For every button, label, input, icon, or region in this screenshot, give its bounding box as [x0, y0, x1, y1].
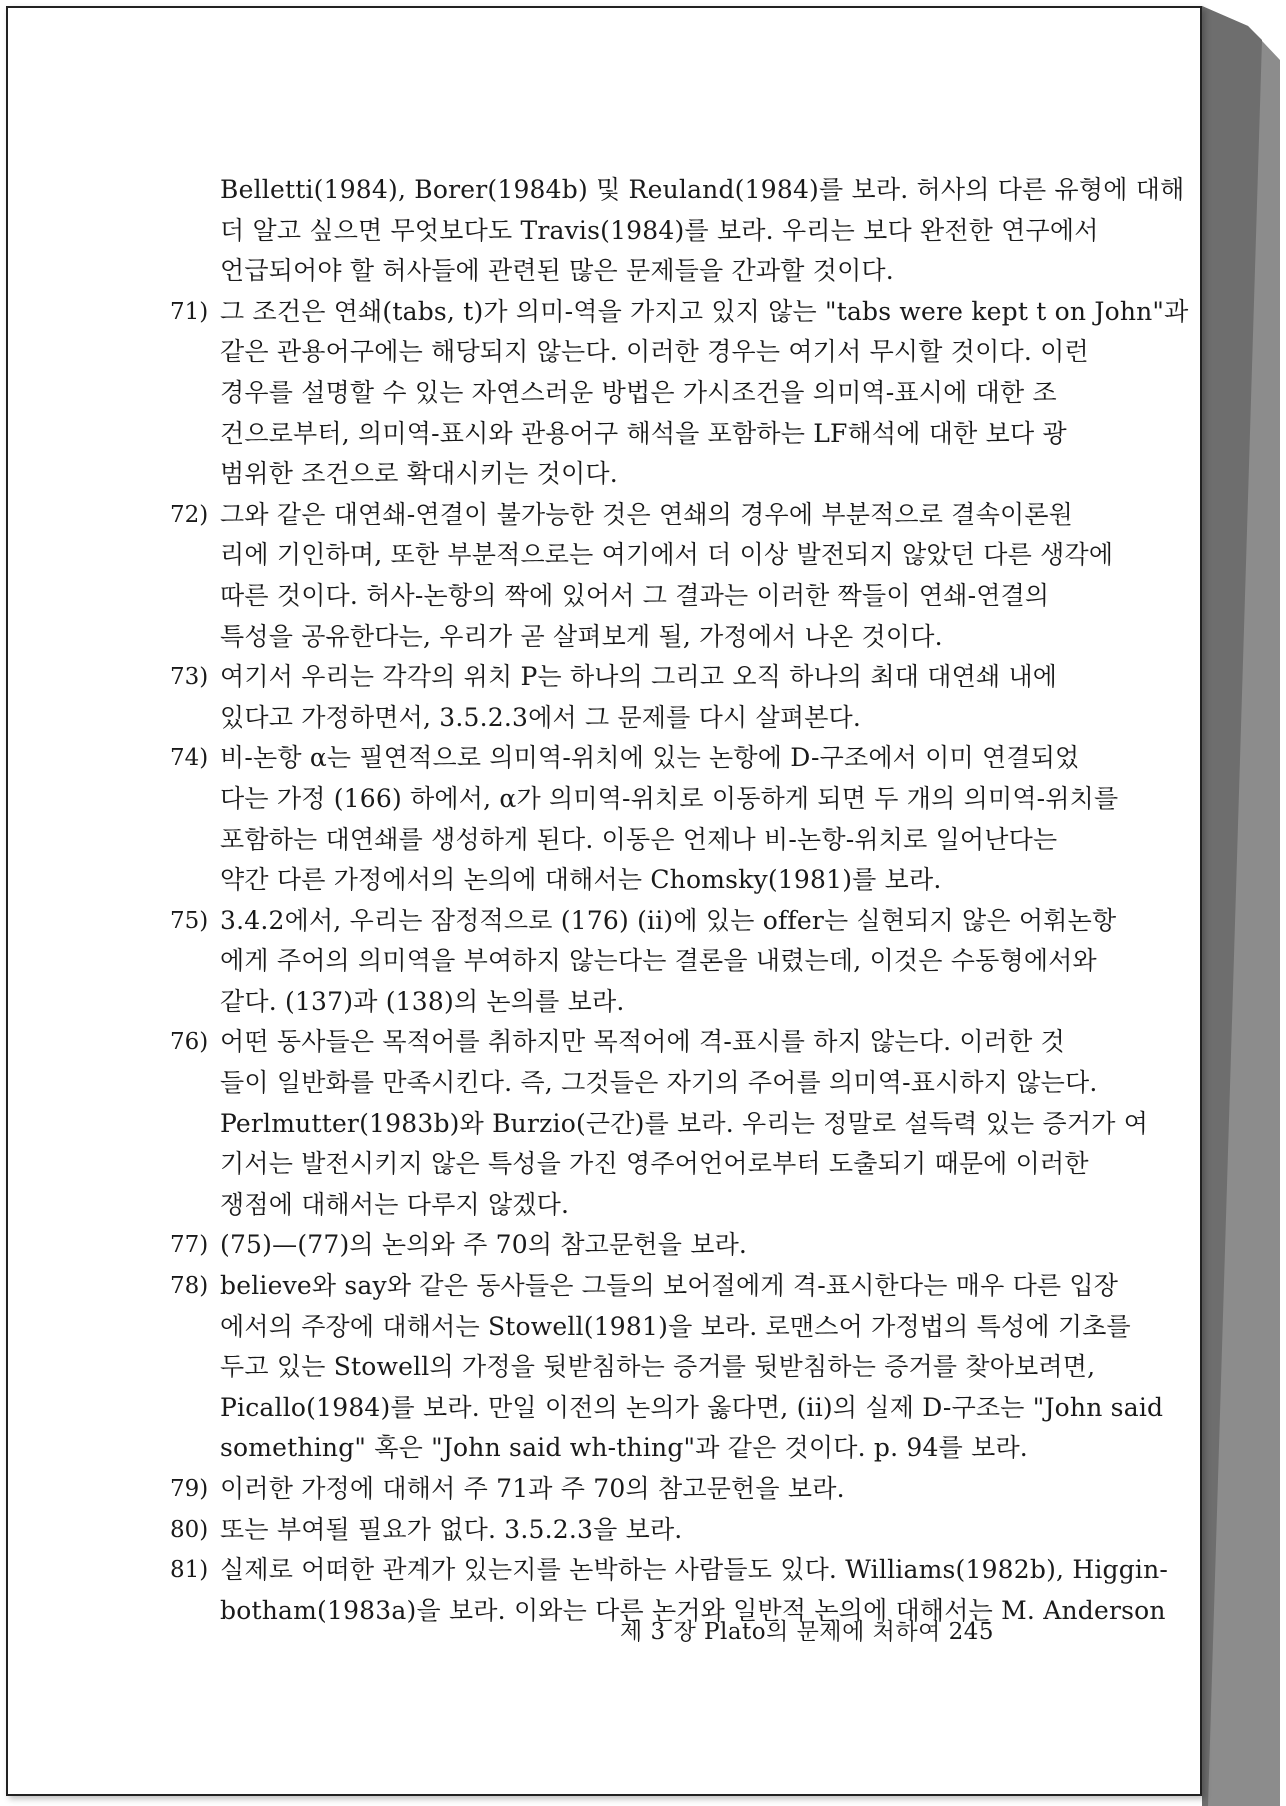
footnote-line: Picallo(1984)를 보라. 만일 이전의 논의가 옳다면, (ii)의 실제 D-구조는 "John said [220, 1392, 1164, 1422]
footnote-line: 실제로 어떠한 관계가 있는지를 논박하는 사람들도 있다. Williams(1982b), Higgin- [220, 1555, 1169, 1585]
continuation-line: Belletti(1984), Borer(1984b) 및 Reuland(1984)를 보라. 허사의 다른 유형에 대해 [220, 175, 1185, 204]
footnote-line: believe와 say와 같은 동사들은 그들의 보어절에게 격-표시한다는 매우 다른 입장 [220, 1271, 1119, 1301]
footnote-line: 그와 같은 대연쇄-연결이 불가능한 것은 연쇄의 경우에 부분적으로 결속이론원 [220, 499, 1074, 529]
footnote-line: 3.4.2에서, 우리는 잠정적으로 (176) (ii)에 있는 offer는 실현되지 않은 어휘논항 [220, 905, 1117, 935]
continuation-line: 더 알고 싶으면 무엇보다도 Travis(1984)를 보라. 우리는 보다 완전한 연구에서 [220, 215, 1099, 245]
footnote-line: 리에 기인하며, 또한 부분적으로는 여기에서 더 이상 발전되지 않았던 다른 생각에 [220, 540, 1114, 570]
footnote-line: 비-논항 α는 필연적으로 의미역-위치에 있는 논항에 D-구조에서 이미 연결되었 [220, 743, 1080, 773]
footnote [170, 1510, 1025, 1551]
footnote-number: 75) [170, 907, 209, 934]
footnote-line: 있다고 가정하면서, 3.5.2.3에서 그 문제를 다시 살펴본다. [220, 702, 862, 732]
footnote-number: 76) [170, 1029, 209, 1056]
footnote-number: 78) [170, 1273, 209, 1300]
page-edge-graphic [1200, 0, 1286, 1806]
page-footer: 제 3 장 Plato의 문제에 처하여 245 [620, 1619, 994, 1645]
footnote [170, 738, 1119, 900]
footnote-line: 기서는 발전시키지 않은 특성을 가진 영주어언어로부터 도출되기 때문에 이러한 [220, 1149, 1089, 1179]
footnote-number: 71) [170, 298, 209, 325]
footnote-line: 건으로부터, 의미역-표시와 관용어구 해석을 포함하는 LF해석에 대한 보다 광 [220, 418, 1067, 448]
footnote [170, 292, 1189, 495]
footnote-number: 80) [170, 1516, 209, 1543]
footnote-line: 어떤 동사들은 목적어를 취하지만 목적어에 격-표시를 하지 않는다. 이러한 것 [220, 1027, 1065, 1057]
footnote [170, 1022, 1149, 1225]
footnote [170, 1469, 1025, 1510]
footnote-line: 같다. (137)과 (138)의 논의를 보라. [220, 986, 625, 1016]
footnote [170, 657, 1058, 738]
footnote-line: 또는 부여될 필요가 없다. 3.5.2.3을 보라. [220, 1514, 683, 1544]
footnote-line: 에게 주어의 의미역을 부여하지 않는다는 결론을 내렸는데, 이것은 수동형에서와 [220, 946, 1097, 976]
footnote-line: 특성을 공유한다는, 우리가 곧 살펴보게 될, 가정에서 나온 것이다. [220, 621, 943, 651]
footnote-line: Perlmutter(1983b)와 Burzio(근간)를 보라. 우리는 정말로 설득력 있는 증거가 여 [220, 1108, 1149, 1138]
footnote-number: 81) [170, 1557, 209, 1584]
footnote [170, 901, 1117, 1023]
footnote-line: (75)—(77)의 논의와 주 70의 참고문헌을 보라. [220, 1230, 748, 1260]
footnote-number: 79) [170, 1476, 209, 1502]
footnote-number: 77) [170, 1232, 209, 1259]
footnote-number: 72) [170, 501, 209, 528]
footnote-line: 쟁점에 대해서는 다루지 않겠다. [220, 1189, 570, 1219]
footnote-line: 범위한 조건으로 확대시키는 것이다. [220, 459, 618, 489]
footnote-number: 74) [170, 745, 209, 772]
footnote [170, 1266, 1164, 1469]
footnote-line: something" 혹은 "John said wh-thing"과 같은 것이다. p. 94를 보라. [220, 1433, 1028, 1463]
footnote-line: 따른 것이다. 허사-논항의 짝에 있어서 그 결과는 이러한 짝들이 연쇄-연결의 [220, 580, 1050, 610]
footnote-line: 같은 관용어구에는 해당되지 않는다. 이러한 경우는 여기서 무시할 것이다. 이런 [220, 337, 1089, 367]
footnote-line: 들이 일반화를 만족시킨다. 즉, 그것들은 자기의 주어를 의미역-표시하지 않는다. [220, 1068, 1098, 1098]
footnote-line: 이러한 가정에 대해서 주 71과 주 70의 참고문헌을 보라. [220, 1474, 845, 1503]
continuation-line: 언급되어야 할 허사들에 관련된 많은 문제들을 간과할 것이다. [220, 256, 894, 286]
footnote [170, 1225, 1025, 1266]
footnote-line: 여기서 우리는 각각의 위치 P는 하나의 그리고 오직 하나의 최대 대연쇄 내에 [220, 662, 1058, 692]
footnote-line: 그 조건은 연쇄(tabs, t)가 의미-역을 가지고 있지 않는 "tabs were kept t on John"과 [220, 296, 1189, 326]
notes-content [170, 170, 1189, 1631]
notes-list [170, 292, 1189, 1632]
footnote [170, 495, 1114, 657]
footnote-number: 73) [170, 664, 209, 691]
footnote-line: 포함하는 대연쇄를 생성하게 된다. 이동은 언제나 비-논항-위치로 일어난다는 [220, 824, 1058, 854]
footnote-line: 에서의 주장에 대해서는 Stowell(1981)을 보라. 로맨스어 가정법의 특성에 기초를 [220, 1311, 1131, 1341]
footnote-line: 약간 다른 가정에서의 논의에 대해서는 Chomsky(1981)를 보라. [220, 865, 942, 895]
footnote-line: 두고 있는 Stowell의 가정을 뒷받침하는 증거를 뒷받침하는 증거를 찾아보려면, [220, 1352, 1096, 1382]
footnote-line: botham(1983a)을 보라. 이와는 다른 논거와 일반적 논의에 대해서는 M. Anderson [220, 1595, 1166, 1625]
footnote-line: 경우를 설명할 수 있는 자연스러운 방법은 가시조건을 의미역-표시에 대한 조 [220, 377, 1057, 407]
footnote-line: 다는 가정 (166) 하에서, α가 의미역-위치로 이동하게 되면 두 개의 의미역-위치를 [220, 783, 1119, 813]
